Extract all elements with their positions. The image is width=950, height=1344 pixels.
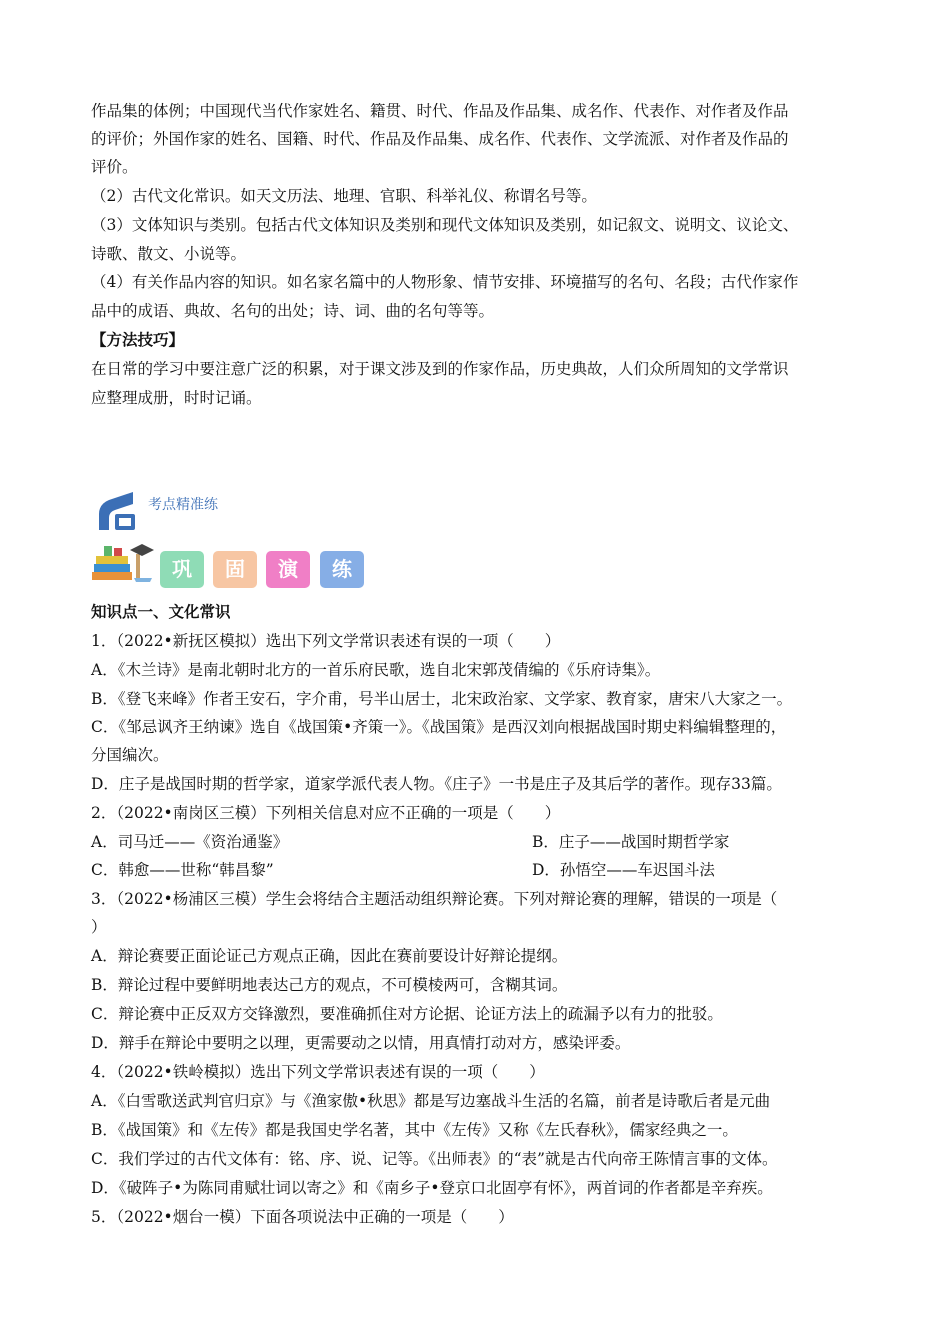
question-2-option-d: D．孙悟空——车迟国斗法 [532,861,715,879]
pen-logo-icon [93,490,139,532]
question-1-option-c-cont: 分国编次。 [91,746,169,764]
tile-gong: 巩 [160,551,204,588]
question-3-option-d: D．辩手在辩论中要明之以理，更需要动之以情，用真情打动对方，感染评委。 [91,1034,631,1052]
intro-line: 评价。 [91,158,138,176]
question-4-option-d: D．《破阵子•为陈同甫赋壮词以寄之》和《南乡子•登京口北固亭有怀》，两首词的作者都是辛弃疾。 [91,1179,773,1197]
question-2-stem: 2．（2022•南岗区三模）下列相关信息对应不正确的一项是（ ） [91,804,561,822]
question-1-option-d: D．庄子是战国时期的哲学家，道家学派代表人物。《庄子》一书是庄子及其后学的著作。现存33篇。 [91,775,782,793]
question-2-row-2 [91,860,871,880]
intro-line: 品中的成语、典故、名句的出处；诗、词、曲的名句等等。 [91,302,495,320]
question-1-option-b: B．《登飞来峰》作者王安石，字介甫，号半山居士，北宋政治家、文学家、教育家，唐宋八大家之一。 [91,690,793,708]
question-1-stem: 1．（2022•新抚区模拟）选出下列文学常识表述有误的一项（ ） [91,632,561,650]
question-4-option-b: B．《战国策》和《左传》都是我国史学名著，其中《左传》又称《左氏春秋》，儒家经典之一。 [91,1121,738,1139]
question-2-option-b: B．庄子——战国时期哲学家 [532,833,730,851]
question-4-option-c: C．我们学过的古代文体有：铭、序、说、记等。《出师表》的“表”就是古代向帝王陈情言事的文体。 [91,1150,778,1168]
question-3-option-b: B．辩论过程中要鲜明地表达己方的观点，不可模棱两可，含糊其词。 [91,976,568,994]
question-4-option-a: A．《白雪歌送武判官归京》与《渔家傲•秋思》都是写边塞战斗生活的名篇，前者是诗歌后者是元曲 [91,1092,771,1110]
books-icon [90,542,154,584]
question-5-stem: 5．（2022•烟台一模）下面各项说法中正确的一项是（ ） [91,1208,514,1226]
question-2-option-a: A．司马迁——《资治通鉴》 [91,833,289,851]
question-1-option-c: C．《邹忌讽齐王纳谏》选自《战国策•齐策一》。《战国策》是西汉刘向根据战国时期史料编辑整理的， [91,718,787,736]
intro-line: 诗歌、散文、小说等。 [91,245,247,263]
banner-title: 考点精准练 [148,497,218,513]
tile-gu: 固 [213,551,257,588]
tile-lian: 练 [320,551,364,588]
question-3-option-a: A．辩论赛要正面论证己方观点正确，因此在赛前要设计好辩论提纲。 [91,947,568,965]
question-1-option-a: A．《木兰诗》是南北朝时北方的一首乐府民歌，选自北宋郭茂倩编的《乐府诗集》。 [91,661,661,679]
intro-line: （4）有关作品内容的知识。如名家名篇中的人物形象、情节安排、环境描写的名句、名段；古代作家作 [91,273,799,291]
question-3-stem-cont: ） [91,918,107,936]
intro-line: （2）古代文化常识。如天文历法、地理、官职、科举礼仪、称谓名号等。 [91,187,597,205]
question-4-stem: 4．（2022•铁岭模拟）选出下列文学常识表述有误的一项（ ） [91,1063,545,1081]
intro-line: 作品集的体例；中国现代当代作家姓名、籍贯、时代、作品及作品集、成名作、代表作、对作者及作品 [91,102,789,120]
method-line: 在日常的学习中要注意广泛的积累，对于课文涉及到的作家作品，历史典故，人们众所周知的文学常识 [91,360,789,378]
question-3-option-c: C．辩论赛中正反双方交锋激烈，要准确抓住对方论据、论证方法上的疏漏予以有力的批驳。 [91,1005,723,1023]
intro-line: （3）文体知识与类别。包括古代文体知识及类别和现代文体知识及类别，如记叙文、说明文、议论文、 [91,216,799,234]
method-line: 应整理成册，时时记诵。 [91,389,262,407]
question-2-row-1 [91,832,871,852]
question-3-stem: 3．（2022•杨浦区三模）学生会将结合主题活动组织辩论赛。下列对辩论赛的理解，错误的一项是（ [91,890,778,908]
tile-yan: 演 [266,551,310,588]
method-heading: 【方法技巧】 [91,330,185,349]
intro-line: 的评价；外国作家的姓名、国籍、时代、作品及作品集、成名作、代表作、文学流派、对作者及作品的 [91,130,789,148]
section-title: 知识点一、文化常识 [91,602,231,621]
question-2-option-c: C．韩愈——世称“韩昌黎” [91,861,274,879]
